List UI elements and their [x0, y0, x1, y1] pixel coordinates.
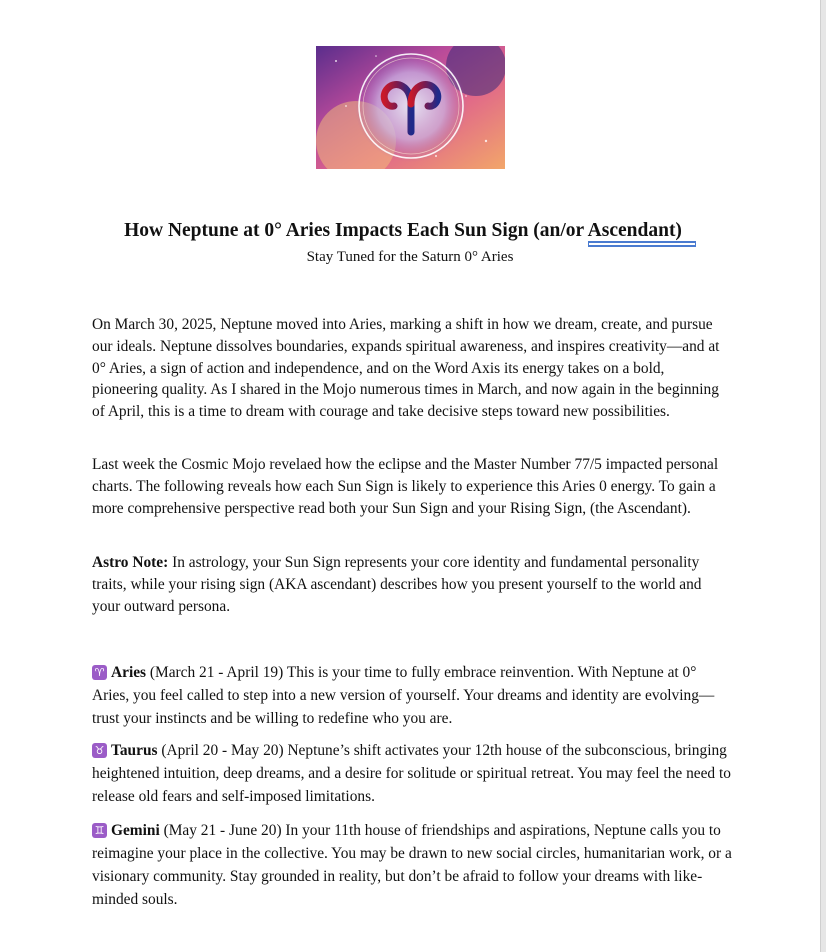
subtitle: Stay Tuned for the Saturn 0° Aries — [306, 249, 514, 265]
page-title — [0, 219, 820, 243]
taurus-symbol-icon: ♉ — [92, 743, 107, 758]
sign-taurus — [92, 739, 732, 808]
sign-aries — [92, 661, 732, 730]
gemini-symbol-icon: ♊ — [92, 823, 107, 838]
sign-gemini — [92, 819, 732, 911]
aries-hero-image — [316, 46, 505, 169]
sign-name: Aries — [111, 664, 147, 681]
astro-note-label: Astro Note: — [92, 554, 169, 571]
sign-name: Taurus — [111, 742, 158, 759]
sign-description: (March 21 - April 19) This is your time to fully embrace reinvention. With Neptune at 0° Aries, you feel called to step into a new version of yourself. Your dreams and identity are evolving—trust your instincts and be willing to redefine who you are. — [92, 664, 715, 727]
sign-description: (April 20 - May 20) Neptune’s shift activates your 12th house of the subconscious, bringing heightened intuition, deep dreams, and a desire for solitude or spiritual retreat. You may feel the need to release old fears and self-imposed limitations. — [92, 742, 731, 805]
aries-symbol-icon: ♈ — [92, 665, 107, 680]
astro-note-text: In astrology, your Sun Sign represents your core identity and fundamental personality traits, while your rising sign (AKA ascendant) describes how you present yourself to the world and your outward persona. — [92, 554, 702, 615]
astro-note-paragraph — [92, 552, 732, 617]
title-text: How Neptune at 0° Aries Impacts Each Sun Sign (an/or — [124, 220, 584, 241]
page-edge — [820, 0, 826, 952]
cosmic-mojo-paragraph: Last week the Cosmic Mojo revelaed how the eclipse and the Master Number 77/5 impacted personal charts. The following reveals how each Sun Sign is likely to experience this Aries 0 energy. To gain a more comprehensive perspective read both your Sun Sign and your Rising Sign, (the Ascendant). — [92, 456, 719, 517]
ascendant-link[interactable]: Ascendant) — [588, 220, 696, 243]
sign-name: Gemini — [111, 822, 160, 839]
sign-description: (May 21 - June 20) In your 11th house of friendships and aspirations, Neptune calls you to reimagine your place in the collective. You may be drawn to new social circles, humanitarian work, or a visionary community. Stay grounded in reality, but don’t be afraid to follow your dreams with like-minded souls. — [92, 822, 732, 908]
intro-paragraph: On March 30, 2025, Neptune moved into Aries, marking a shift in how we dream, create, and pursue our ideals. Neptune dissolves boundaries, expands spiritual awareness, and inspires creativity—and at 0° Aries, a sign of action and independence, and on the Word Axis its energy takes on a bold, pioneering quality. As I shared in the Mojo numerous times in March, and now again in the beginning of April, this is a time to dream with courage and take decisive steps toward new possibilities. — [92, 316, 720, 421]
